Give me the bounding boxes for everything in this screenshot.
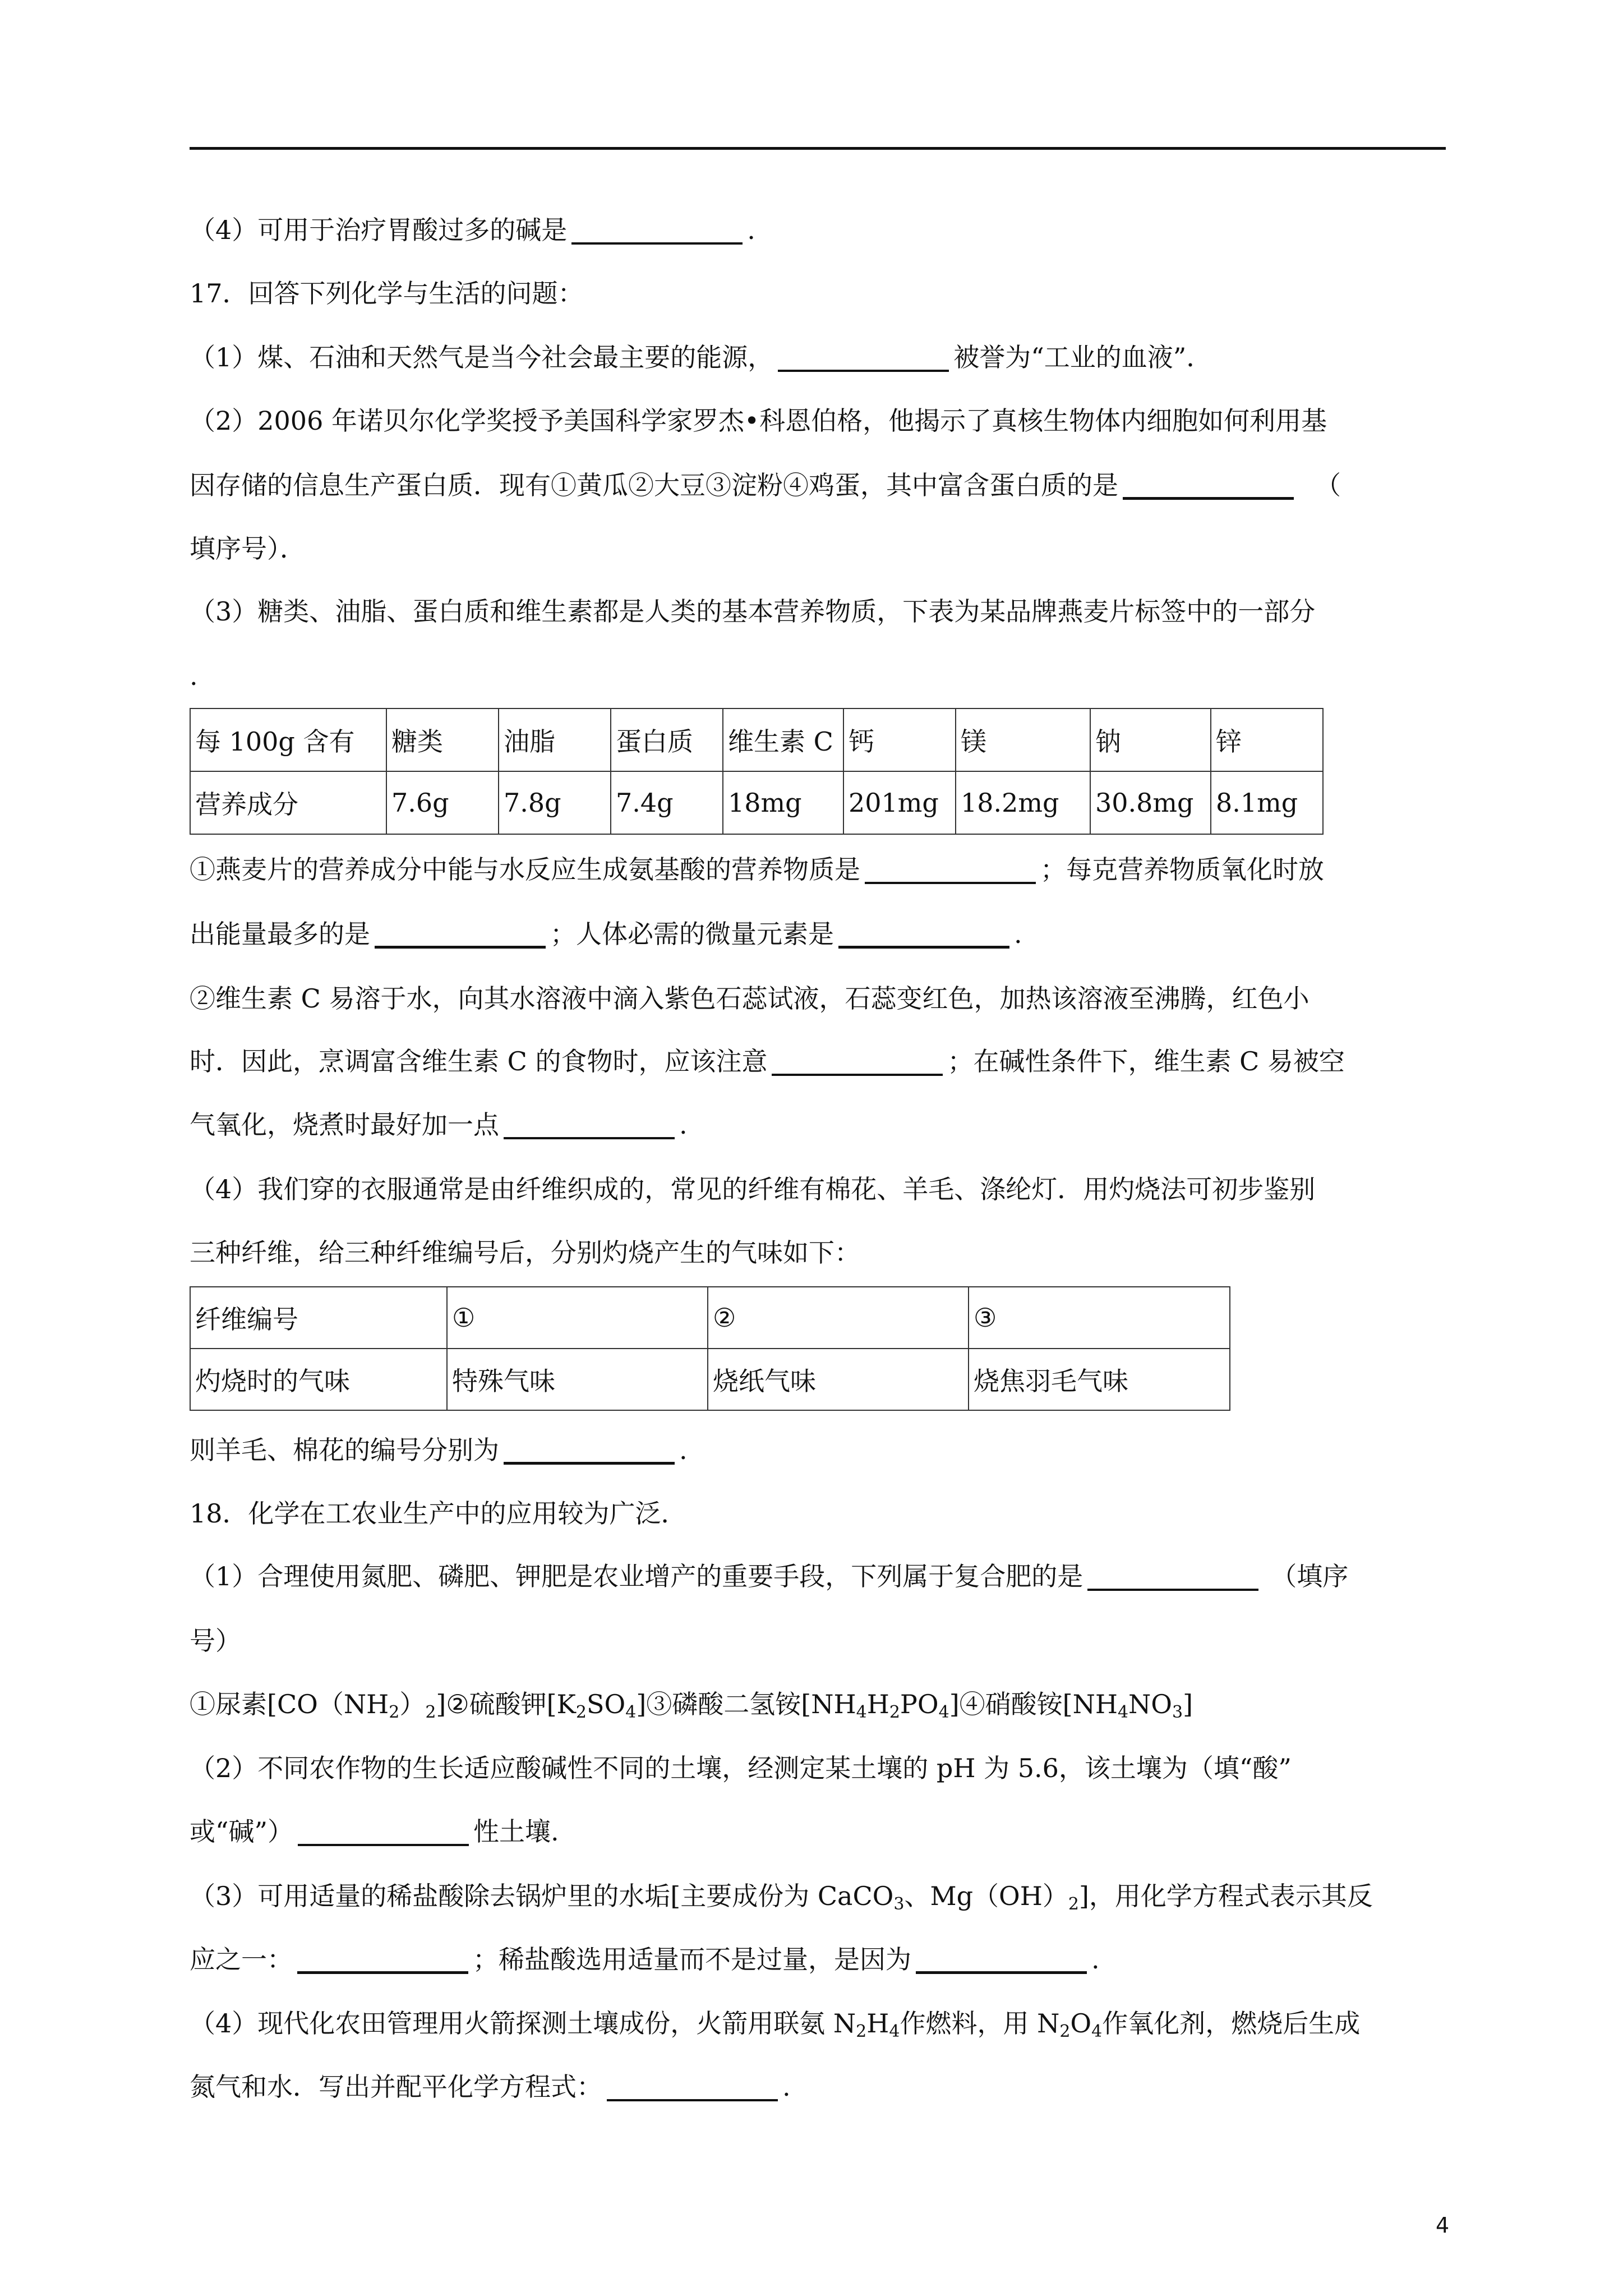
table-cell: ② [708,1287,969,1349]
q18-3-line2: 应之一： ；稀盐酸选用适量而不是过量，是因为 . [190,1944,1100,1975]
table-cell: 灼烧时的气味 [190,1349,447,1410]
q17-4-line3: 则羊毛、棉花的编号分别为 . [190,1435,688,1465]
page-number: 4 [1436,2213,1450,2238]
fiber-table [190,1286,1230,1411]
q18-4-line1: （4）现代化农田管理用火箭探测土壤成份，火箭用联氨 $N_2H_4$作燃料，用 $N_2O_4$作氧化剂，燃烧后生成 [190,2008,1361,2041]
q17-3-line1: （3）糖类、油脂、蛋白质和维生素都是人类的基本营养物质，下表为某品牌燕麦片标签中的一部分 [190,596,1316,627]
table-cell: 糖类 [386,708,499,771]
table-cell: 烧纸气味 [708,1349,969,1410]
table-cell: 营养成分 [190,771,386,834]
q17-3-b-line2: 时．因此，烹调富含维生素 C 的食物时，应该注意 ；在碱性条件下，维生素 C 易被空 [190,1046,1345,1076]
nutrition-table [190,708,1324,835]
q18-1-line2: 号） [190,1626,241,1656]
q18-2-line1: （2）不同农作物的生长适应酸碱性不同的土壤，经测定某土壤的 pH 为 5.6，该土壤为（填“酸” [190,1753,1292,1783]
table-cell: 蛋白质 [611,708,723,771]
q18-1-options: ①尿素$[CO(NH_2)_2]②$硫酸钾$[K_2SO_4]③$磷酸二氢铵$[NH_4H_2PO_4]④$硝酸铵$[NH_4NO_3]$ [190,1689,1193,1722]
table-cell: 8.1mg [1211,771,1323,834]
q16-4: （4）可用于治疗胃酸过多的碱是 . [190,215,755,245]
table-cell: 30.8mg [1090,771,1211,834]
table-cell: 钠 [1090,708,1211,771]
table-cell: 7.8g [499,771,611,834]
table-row [190,1287,1230,1349]
table-cell: 特殊气味 [447,1349,708,1410]
q17-3-b-line1: ②维生素 C 易溶于水，向其水溶液中滴入紫色石蕊试液，石蕊变红色，加热该溶液至沸腾，红色小 [190,983,1310,1014]
q18-1-line1: （1）合理使用氮肥、磷肥、钾肥是农业增产的重要手段，下列属于复合肥的是 （填序 [190,1561,1349,1591]
table-cell: 油脂 [499,708,611,771]
table-cell: 镁 [956,708,1090,771]
q17-3-line2: . [190,661,198,691]
q17-3-a-line1: ①燕麦片的营养成分中能与水反应生成氨基酸的营养物质是 ；每克营养物质氧化时放 [190,854,1324,885]
table-cell: 18mg [723,771,843,834]
q17-4-line1: （4）我们穿的衣服通常是由纤维织成的，常见的纤维有棉花、羊毛、涤纶灯．用灼烧法可初步鉴别 [190,1174,1316,1204]
table-cell: 维生素 C [723,708,843,771]
table-cell: 烧焦羽毛气味 [969,1349,1230,1410]
q18-2-line2: 或“碱”） 性土壤. [190,1816,559,1847]
table-cell: 锌 [1211,708,1323,771]
q18-4-line2: 氮气和水．写出并配平化学方程式： . [190,2072,791,2102]
table-cell: ① [447,1287,708,1349]
table-cell: 18.2mg [956,771,1090,834]
q17-3-b-line3: 气氧化，烧煮时最好加一点 . [190,1110,688,1140]
q17-1: （1）煤、石油和天然气是当今社会最主要的能源， 被誉为“工业的血液”． [190,342,1212,372]
q17-title: 17．回答下列化学与生活的问题： [190,278,584,309]
table-cell: 7.4g [611,771,723,834]
table-row [190,771,1323,834]
table-cell: 201mg [843,771,956,834]
q17-2-line3: 填序号）． [190,533,306,564]
table-cell: 每 100g 含有 [190,708,386,771]
table-row [190,708,1323,771]
table-row [190,1349,1230,1410]
table-cell: 纤维编号 [190,1287,447,1349]
header-rule [190,147,1446,150]
q18-3-line1: （3）可用适量的稀盐酸除去锅炉里的水垢[主要成份为 CaCO$_3$、$Mg(OH)_2$]，用化学方程式表示其反 [190,1881,1373,1914]
q17-3-a-line2: 出能量最多的是 ；人体必需的微量元素是 . [190,919,1022,949]
q17-2-line1: （2）2006 年诺贝尔化学奖授予美国科学家罗杰•科恩伯格，他揭示了真核生物体内细胞如何利用基 [190,406,1327,436]
table-cell: 7.6g [386,771,499,834]
q17-2-line2: 因存储的信息生产蛋白质．现有①黄瓜②大豆③淀粉④鸡蛋，其中富含蛋白质的是 （ [190,470,1341,500]
table-cell: 钙 [843,708,956,771]
table-cell: ③ [969,1287,1230,1349]
q18-title: 18．化学在工农业生产中的应用较为广泛． [190,1498,687,1529]
q17-4-line2: 三种纤维，给三种纤维编号后，分别灼烧产生的气味如下： [190,1237,860,1268]
